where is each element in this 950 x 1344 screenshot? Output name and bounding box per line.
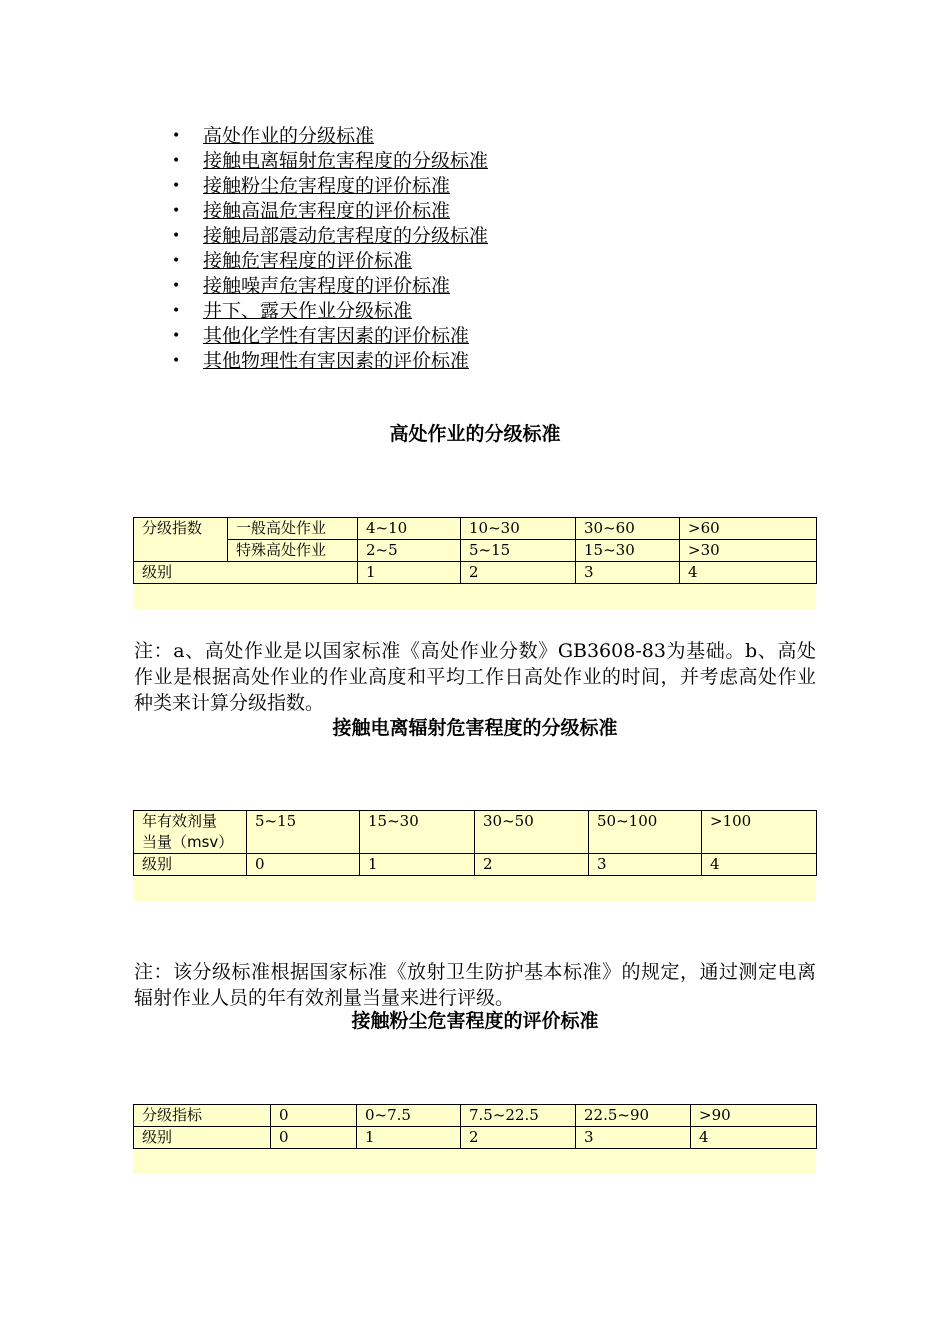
toc-link[interactable]: 接触电离辐射危害程度的分级标准 bbox=[203, 150, 489, 172]
table-cell: 0 bbox=[271, 1127, 357, 1149]
table-cell-label: 一般高处作业 bbox=[228, 518, 358, 540]
table-cell: 2 bbox=[475, 854, 589, 876]
bullet-icon: • bbox=[172, 328, 181, 344]
table-cell: 2 bbox=[461, 1127, 576, 1149]
high-work-table-wrap bbox=[133, 517, 816, 609]
table-cell: 5~15 bbox=[247, 811, 360, 854]
table-cell: 0 bbox=[271, 1105, 357, 1127]
bullet-icon: • bbox=[172, 303, 181, 319]
table-cell: 4 bbox=[680, 562, 817, 584]
toc-link[interactable]: 接触粉尘危害程度的评价标准 bbox=[203, 175, 451, 197]
toc-link[interactable]: 其他化学性有害因素的评价标准 bbox=[203, 325, 470, 347]
toc-item[interactable] bbox=[170, 224, 488, 249]
table-cell: 50~100 bbox=[589, 811, 702, 854]
table-cell: 30~60 bbox=[576, 518, 680, 540]
table-cell: 1 bbox=[358, 562, 461, 584]
table-cell: 4~10 bbox=[358, 518, 461, 540]
radiation-table-wrap bbox=[133, 810, 816, 901]
high-work-table bbox=[133, 517, 817, 584]
table-cell: 0~7.5 bbox=[357, 1105, 461, 1127]
table-row bbox=[134, 518, 817, 540]
bullet-icon: • bbox=[172, 128, 181, 144]
table-cell-label bbox=[134, 811, 247, 854]
toc-item[interactable] bbox=[170, 199, 488, 224]
toc-item[interactable] bbox=[170, 149, 488, 174]
table-cell: 3 bbox=[576, 1127, 691, 1149]
table-cell: 3 bbox=[589, 854, 702, 876]
dust-table-wrap bbox=[133, 1104, 816, 1174]
table-cell-label: 分级指数 bbox=[134, 518, 228, 562]
table-cell: >100 bbox=[702, 811, 817, 854]
bullet-icon: • bbox=[172, 153, 181, 169]
label-line: 当量（msv） bbox=[142, 833, 234, 851]
radiation-table bbox=[133, 810, 817, 876]
toc-item[interactable] bbox=[170, 174, 488, 199]
toc-item[interactable] bbox=[170, 274, 488, 299]
table-cell: >30 bbox=[680, 540, 817, 562]
section-title-dust: 接触粉尘危害程度的评价标准 bbox=[351, 1010, 599, 1032]
table-cell: 2~5 bbox=[358, 540, 461, 562]
toc-link[interactable]: 接触局部震动危害程度的分级标准 bbox=[203, 225, 489, 247]
toc-link[interactable]: 接触危害程度的评价标准 bbox=[203, 250, 413, 272]
table-cell: 0 bbox=[247, 854, 360, 876]
toc-link[interactable]: 井下、露天作业分级标准 bbox=[203, 300, 413, 322]
bullet-icon: • bbox=[172, 178, 181, 194]
table-cell: 7.5~22.5 bbox=[461, 1105, 576, 1127]
bullet-icon: • bbox=[172, 253, 181, 269]
table-cell: >90 bbox=[691, 1105, 817, 1127]
table-cell: 10~30 bbox=[461, 518, 576, 540]
table-cell: 15~30 bbox=[576, 540, 680, 562]
bullet-icon: • bbox=[172, 228, 181, 244]
table-cell-label: 特殊高处作业 bbox=[228, 540, 358, 562]
toc-link[interactable]: 高处作业的分级标准 bbox=[203, 125, 375, 147]
table-footer-strip bbox=[133, 1149, 816, 1174]
toc-link[interactable]: 接触噪声危害程度的评价标准 bbox=[203, 275, 451, 297]
table-row bbox=[134, 562, 817, 584]
table-cell: 4 bbox=[691, 1127, 817, 1149]
table-row bbox=[134, 854, 817, 876]
table-cell: 1 bbox=[360, 854, 475, 876]
toc-link[interactable]: 其他物理性有害因素的评价标准 bbox=[203, 350, 470, 372]
table-cell: 3 bbox=[576, 562, 680, 584]
toc-item[interactable] bbox=[170, 349, 488, 374]
table-cell: 4 bbox=[702, 854, 817, 876]
table-cell-label: 分级指标 bbox=[134, 1105, 271, 1127]
table-row bbox=[134, 1105, 817, 1127]
table-row bbox=[134, 811, 817, 854]
bullet-icon: • bbox=[172, 353, 181, 369]
table-cell: 22.5~90 bbox=[576, 1105, 691, 1127]
table-of-contents bbox=[170, 124, 488, 374]
note-high-work: 注：a、高处作业是以国家标准《高处作业分数》GB3608-83为基础。b、高处作业是根据高处作业的作业高度和平均工作日高处作业的时间，并考虑高处作业种类来计算分级指数。 bbox=[134, 640, 816, 714]
note-radiation: 注：该分级标准根据国家标准《放射卫生防护基本标准》的规定，通过测定电离辐射作业人员的年有效剂量当量来进行评级。 bbox=[134, 961, 816, 1009]
table-cell: 15~30 bbox=[360, 811, 475, 854]
table-footer-strip bbox=[133, 584, 816, 609]
table-row bbox=[134, 540, 817, 562]
label-line: 年有效剂量 bbox=[142, 812, 218, 830]
table-row bbox=[134, 1127, 817, 1149]
table-cell-label: 级别 bbox=[134, 854, 247, 876]
bullet-icon: • bbox=[172, 203, 181, 219]
dust-table bbox=[133, 1104, 817, 1149]
section-title-radiation: 接触电离辐射危害程度的分级标准 bbox=[332, 717, 618, 739]
table-cell: 1 bbox=[357, 1127, 461, 1149]
table-cell-label: 级别 bbox=[134, 1127, 271, 1149]
toc-item[interactable] bbox=[170, 299, 488, 324]
toc-item[interactable] bbox=[170, 249, 488, 274]
table-cell: 30~50 bbox=[475, 811, 589, 854]
table-footer-strip bbox=[133, 876, 816, 901]
table-cell: >60 bbox=[680, 518, 817, 540]
toc-link[interactable]: 接触高温危害程度的评价标准 bbox=[203, 200, 451, 222]
table-cell: 2 bbox=[461, 562, 576, 584]
bullet-icon: • bbox=[172, 278, 181, 294]
table-cell: 5~15 bbox=[461, 540, 576, 562]
table-cell-label: 级别 bbox=[134, 562, 358, 584]
toc-item[interactable] bbox=[170, 324, 488, 349]
section-title-high-work: 高处作业的分级标准 bbox=[389, 423, 561, 445]
toc-item[interactable] bbox=[170, 124, 488, 149]
